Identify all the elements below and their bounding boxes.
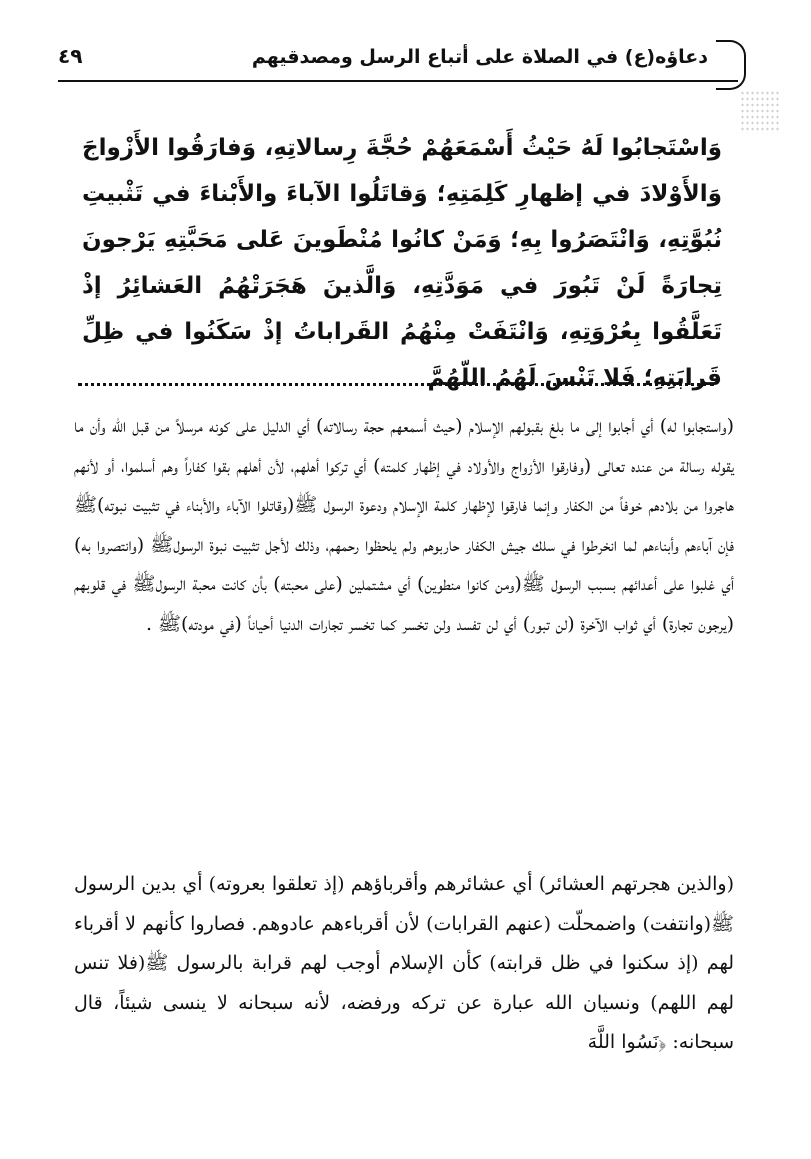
commentary-paragraph-2: (والذين هجرتهم العشائر) أي عشائرهم وأقرباؤهم (إذ تعلقوا بعروته) أي بدين الرسول ﷺ(وانتفت) واضمحلّت (عنهم القرابات) لأن أقرباءهم عادوهم. فصاروا كأنهم لا أقرباء لهم (إذ سكنوا في ظل قرابته) كأن الإسلام أوجب لهم قرابة بالرسول ﷺ(فلا تنس لهم اللهم) ونسيان الله عبارة عن تركه ورفضه، لأنه سبحانه لا ينسى شيئاً، قال سبحانه: ﴿نَسُوا اللَّهَ xyxy=(74,873,734,1054)
prayer-text: وَاسْتَجابُوا لَهُ حَيْثُ أَسْمَعَهُمْ حُجَّةَ رِسالاتِهِ، وَفارَقُوا الأَزْواجَ وَالأَوْلادَ في إظهارِ كَلِمَتِهِ؛ وَقاتَلُوا الآباءَ والأَبْناءَ في تَثْبيتِ نُبُوَّتِهِ، وَانْتَصَرُوا بِهِ؛ وَمَنْ كانُوا مُنْطَوينَ عَلى مَحَبَّتِهِ يَرْجونَ تِجارَةً لَنْ تَبُورَ في مَوَدَّتِهِ، وَالَّذينَ هَجَرَتْهُمُ العَشائِرُ إذْ تَعَلَّقُوا بِعُرْوَتِهِ، وَانْتَفَتْ مِنْهُمُ القَراباتُ إذْ سَكَنُوا في ظِلِّ قَرابَتِهِ؛ فَلا تَنْسَ لَهُمُ اللّهُمَّ xyxy=(82,135,722,391)
scan-speckle xyxy=(740,90,780,134)
page-number: ٤٩ xyxy=(58,44,83,68)
header-frame-ornament xyxy=(716,40,746,90)
commentary-paragraph-1: (واستجابوا له) أي أجابوا إلى ما بلغ بقبولهم الإسلام (حيث أسمعهم حجة رسالاته) أي الدليل على كونه مرسلاً من قبل الله وأن ما يقوله رسالة من عنده تعالى (وفارقوا الأزواج والأولاد في إظهار كلمته) أي تركوا أهلهم، لأن أهلهم بقوا كفاراً وهم أسلموا، أو لأنهم هاجروا من بلادهم خوفاً من الكفار وإنما فارقوا لإظهار كلمة الإسلام ودعوة الرسول ﷺ(وقاتلوا الآباء والأبناء في تثبيت نبوته)ﷺ فإن آباءهم وأبناءهم لما انخرطوا في سلك جيش الكفار حاربوهم ولم يلحظوا رحمهم، وذلك لأجل تثبيت نبوة الرسولﷺ (وانتصروا به) أي غلبوا على أعدائهم بسبب الرسول ﷺ(ومن كانوا منطوين) أي مشتملين (على محبته) بأن كانت محبة الرسولﷺ في قلوبهم (يرجون تجارة) أي ثواب الآخرة (لن تبور) أي لن تفسد ولن تخسر كما تخسر تجارات الدنيا أحياناً (في مودته)ﷺ . xyxy=(74,415,734,635)
running-title: دعاؤه(ع) في الصلاة على أتباع الرسل ومصدقيهم xyxy=(251,46,708,68)
commentary-section-2 xyxy=(74,865,734,1063)
running-header xyxy=(58,40,738,82)
dotted-separator xyxy=(78,383,714,386)
commentary-section-1 xyxy=(74,407,734,645)
